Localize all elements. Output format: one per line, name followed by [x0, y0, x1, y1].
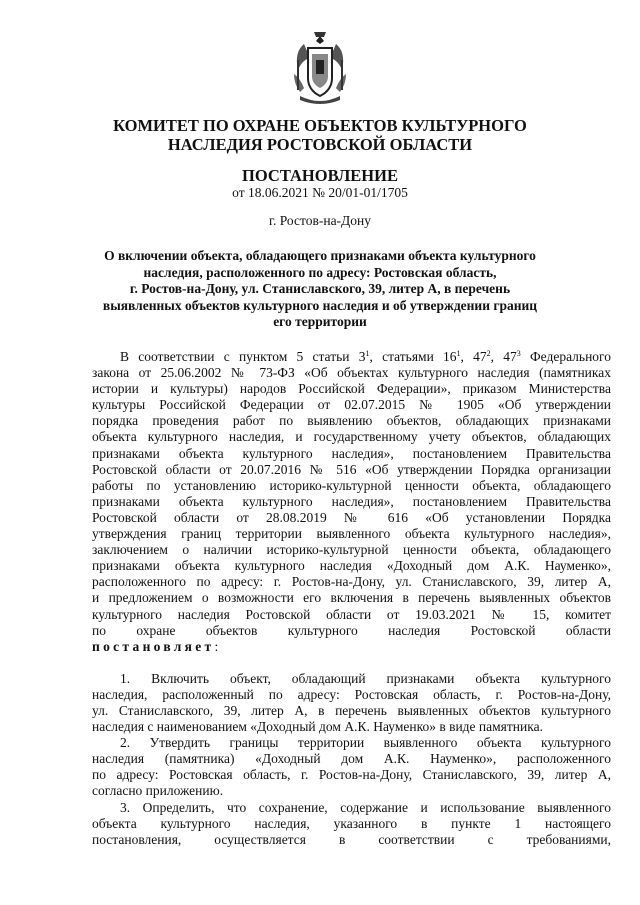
item-3-line: постановления, осуществляется в соответствии с требованиями, [92, 831, 611, 847]
item-2-line: наследия (памятника) «Доходный дом А.К. Науменко», расположенного [92, 751, 611, 767]
item-2-line: 2. Утвердить границы территории выявленного объекта культурного [120, 735, 611, 751]
subject-line: наследия, расположенного по адресу: Ростовская область, [143, 264, 497, 280]
item-2-line: согласно приложению. [92, 783, 224, 799]
preamble-line: заключением о наличии историко-культурной ценности объекта, обладающего [92, 542, 611, 558]
item-3-line: 3. Определить, что сохранение, содержание и использование выявленного [120, 799, 611, 815]
document-city: г. Ростов-на-Дону [268, 213, 371, 228]
preamble-line: по охране объектов культурного наследия Ростовской области [92, 622, 611, 638]
item-3-line: объекта культурного наследия, указанного в пункте 1 настоящего [92, 815, 611, 831]
preamble-line: культурного наследия Ростовской области от 19.03.2021 № 15, комитет [92, 606, 611, 622]
subject-line: выявленных объектов культурного наследия и об утверждении границ [102, 297, 538, 313]
preamble-line: культуры Российской Федерации от 02.07.2015 № 1905 «Об утверждении [92, 397, 611, 413]
preamble-line: и предложением о возможности его включения в перечень выявленных объектов [92, 590, 611, 606]
org-line-1: КОМИТЕТ ПО ОХРАНЕ ОБЪЕКТОВ КУЛЬТУРНОГО [113, 116, 527, 135]
preamble-line: истории и культуры) народов Российской Федерации», приказом Министерства [92, 381, 611, 397]
preamble-first-line: В соответствии с пунктом 5 статьи $3^1$, статьями $16^1$, $47^2$, $47^3$ Федерального [120, 349, 611, 364]
preamble-line: закона от 25.06.2002 № 73-ФЗ «Об объектах культурного наследия (памятниках [92, 365, 611, 381]
item-1-line: наследия, расположенный по адресу: Ростовская область, г. Ростов-на-Дону, [92, 686, 611, 702]
preamble-line: признаками объекта культурного наследия «Доходный дом А.К. Науменко», [92, 558, 611, 574]
item-2-line: по адресу: Ростовская область, г. Ростов-на-Дону, Станиславского, 39, литер А, [92, 767, 611, 783]
preamble-line: объекта культурного наследия, и государственному учету объектов, обладающих [92, 429, 611, 445]
document-date-number: от 18.06.2021 № 20/01-01/1705 [232, 185, 408, 200]
org-line-2: НАСЛЕДИЯ РОСТОВСКОЙ ОБЛАСТИ [167, 135, 473, 154]
preamble-line: признаками объекта культурного наследия», постановлением Правительства [92, 493, 611, 509]
item-1-line: наследия с наименованием «Доходный дом А.К. Науменко» в виде памятника. [92, 719, 543, 735]
document-type: ПОСТАНОВЛЕНИЕ [242, 166, 398, 185]
preamble-line: утверждения границ территории выявленного объекта культурного наследия», [92, 526, 611, 542]
item-1-line: ул. Станиславского, 39, литер А, в перечень выявленных объектов культурного [92, 702, 611, 718]
resolves-word: постановляет [92, 638, 215, 654]
item-1-line: 1. Включить объект, обладающий признаками объекта культурного [120, 670, 611, 686]
preamble-line: Ростовской области от 28.08.2019 № 616 «Об установлении Порядка [92, 509, 611, 525]
preamble-line: расположенного по адресу: г. Ростов-на-Дону, ул. Станиславского, 39, литер А, [92, 574, 611, 590]
preamble-line: работы по установлению историко-культурной ценности объекта, обладающего [92, 477, 611, 493]
preamble-line: Ростовской области от 20.07.2016 № 516 «Об утверждении Порядка организации [92, 461, 611, 477]
organization-name [0, 116, 640, 154]
resolves-line: постановляет: [92, 638, 219, 654]
subject-line: О включении объекта, обладающего признаками объекта культурного [104, 248, 536, 263]
preamble-line: признаками объекта культурного наследия», постановлением Правительства [92, 445, 611, 461]
document-subject [96, 248, 544, 331]
coat-of-arms-emblem [290, 30, 350, 106]
subject-line: его территории [273, 314, 367, 329]
preamble-line: порядка проведения работ по выявлению объектов, обладающих признаками [92, 413, 611, 429]
document-body [92, 349, 611, 848]
subject-line: г. Ростов-на-Дону, ул. Станиславского, 39, литер А, в перечень [129, 281, 511, 296]
